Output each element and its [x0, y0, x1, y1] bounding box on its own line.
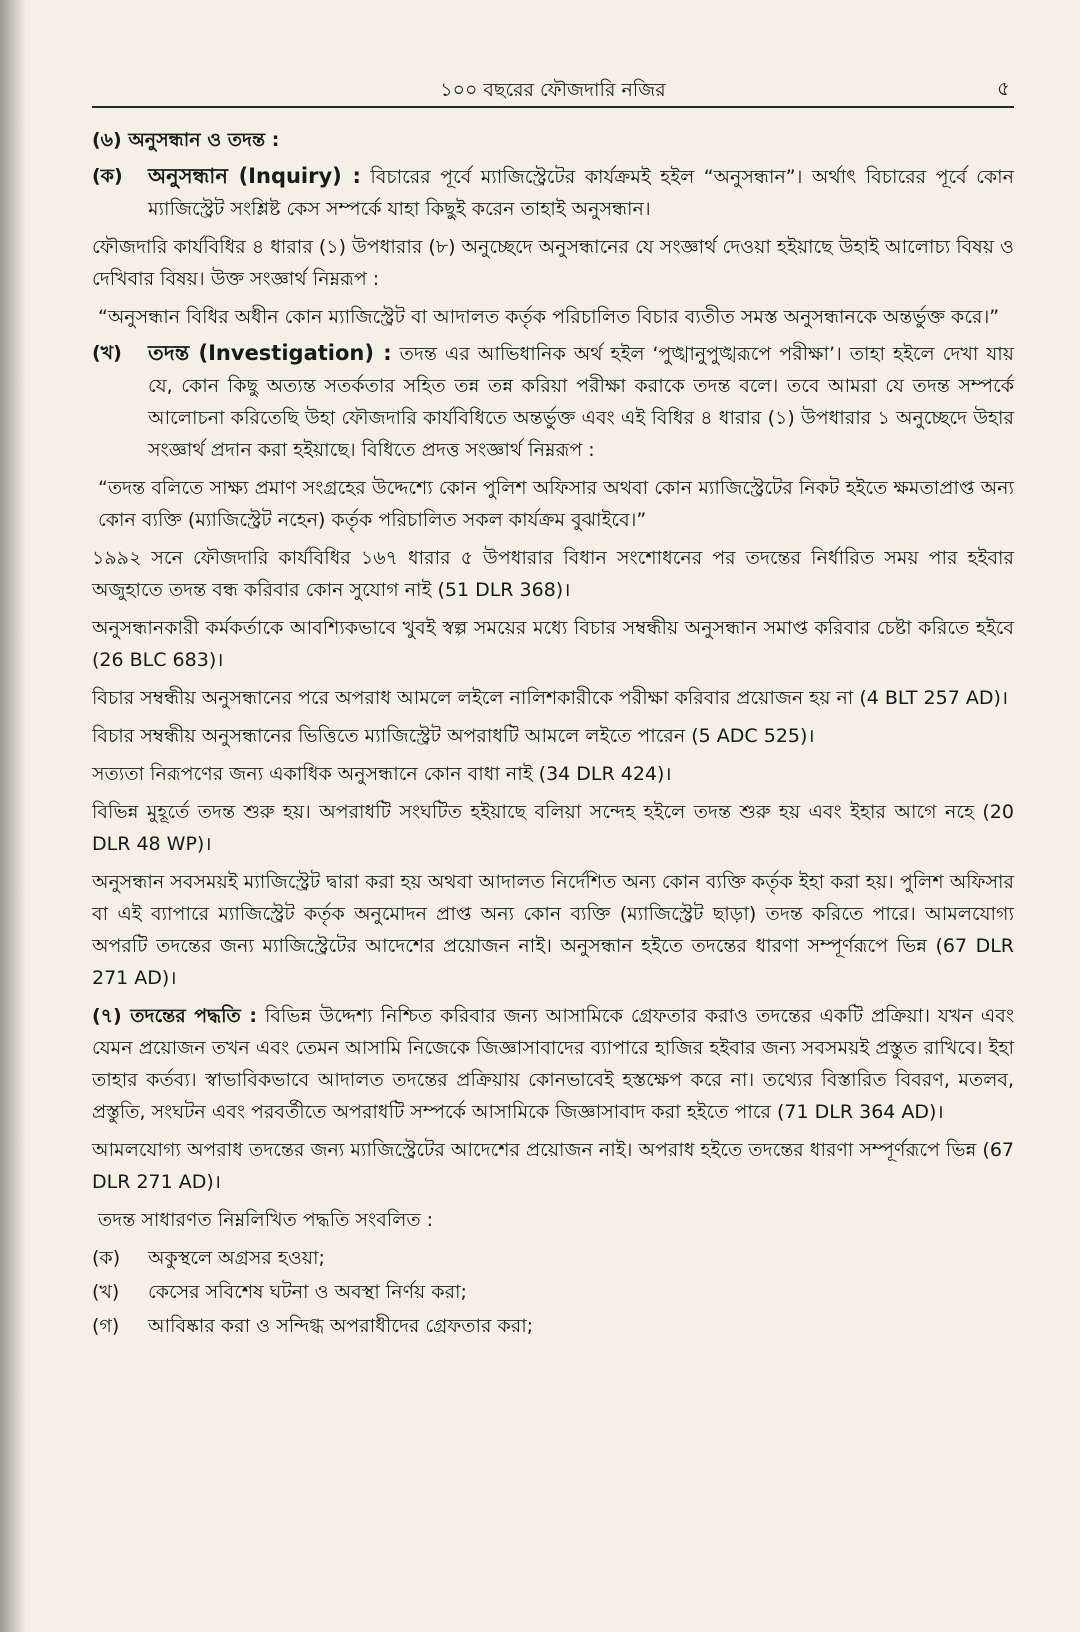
list-item-text: আবিষ্কার করা ও সন্দিগ্ধ অপরাধীদের গ্রেফতার করা;: [148, 1315, 534, 1337]
book-page: [92, 72, 1014, 1342]
section-6-heading: (৬) অনুসন্ধান ও তদন্ত :: [92, 129, 280, 151]
subsection-investigation: [92, 337, 1014, 466]
paragraph: অনুসন্ধান সবসময়ই ম্যাজিস্ট্রেট দ্বারা করা হয় অথবা আদালত নির্দেশিত অন্য কোন ব্যক্তি কর্তৃক ইহা করা হয়। পুলিশ অফিসার বা এই ব্যাপারে ম্যাজিস্ট্রেট কর্তৃক অনুমোদন প্রাপ্ত অন্য কোন ব্যক্তি (ম্যাজিস্ট্রেট ছাড়া) তদন্ত করিতে পারে। আমলযোগ্য অপরটি তদন্তের জন্য ম্যাজিস্ট্রেটের আদেশের প্রয়োজন নাই। অনুসন্ধান হইতে তদন্তের ধারণা সম্পূর্ণরূপে ভিন্ন (67 DLR 271 AD)।: [92, 871, 1014, 989]
list-item: [92, 1276, 1014, 1308]
procedure-list: [92, 1242, 1014, 1342]
paragraph: বিচার সম্বন্ধীয় অনুসন্ধানের ভিত্তিতে ম্যাজিস্ট্রেট অপরাধটি আমলে লইতে পারেন (5 ADC 525)।: [92, 725, 815, 747]
term-inquiry: অনুসন্ধান (Inquiry) :: [148, 164, 361, 188]
list-marker: (ক): [92, 1247, 121, 1269]
paragraph: বিভিন্ন মুহূর্তে তদন্ত শুরু হয়। অপরাধটি সংঘটিত হইয়াছে বলিয়া সন্দেহ হইলে তদন্ত শুরু হয় এবং ইহার আগে নহে (20 DLR 48 WP)।: [92, 801, 1014, 855]
section-7: [92, 1000, 1014, 1128]
subsection-marker: (খ): [92, 342, 122, 364]
subsection-marker: (ক): [92, 165, 123, 187]
term-investigation: তদন্ত (Investigation) :: [148, 341, 392, 365]
list-intro: তদন্ত সাধারণত নিম্নলিখিত পদ্ধতি সংবলিত :: [98, 1209, 434, 1231]
quoted-definition: “তদন্ত বলিতে সাক্ষ্য প্রমাণ সংগ্রহের উদ্দেশ্যে কোন পুলিশ অফিসার অথবা কোন ম্যাজিস্ট্রেটের নিকট হইতে ক্ষমতাপ্রাপ্ত অন্য কোন ব্যক্তি (ম্যাজিস্ট্রেট নহেন) কর্তৃক পরিচালিত সকল কার্যক্রম বুঝাইবে।”: [98, 477, 1014, 531]
quoted-definition: “অনুসন্ধান বিধির অধীন কোন ম্যাজিস্ট্রেট বা আদালত কর্তৃক পরিচালিত বিচার ব্যতীত সমস্ত অনুসন্ধানকে অন্তর্ভুক্ত করে।”: [98, 306, 1000, 328]
list-marker: (খ): [92, 1281, 120, 1303]
page-number: ৫: [997, 76, 1010, 100]
paragraph: আমলযোগ্য অপরাধ তদন্তের জন্য ম্যাজিস্ট্রেটের আদেশের প্রয়োজন নাই। অপরাধ হইতে তদন্তের ধারণা সম্পূর্ণরূপে ভিন্ন (67 DLR 271 AD)।: [92, 1139, 1014, 1193]
paragraph: বিচার সম্বন্ধীয় অনুসন্ধানের পরে অপরাধ আমলে লইলে নালিশকারীকে পরীক্ষা করিবার প্রয়োজন হয় না (4 BLT 257 AD)।: [92, 687, 1009, 709]
paragraph: অনুসন্ধানকারী কর্মকর্তাকে আবশ্যিকভাবে খুবই স্বল্প সময়ের মধ্যে বিচার সম্বন্ধীয় অনুসন্ধান সমাপ্ত করিবার চেষ্টা করিতে হইবে (26 BLC 683)।: [92, 617, 1014, 671]
paragraph: ১৯৯২ সনে ফৌজদারি কার্যবিধির ১৬৭ ধারার ৫ উপধারার বিধান সংশোধনের পর তদন্তের নির্ধারিত সময় পার হইবার অজুহাতে তদন্ত বন্ধ করিবার কোন সুযোগ নাই (51 DLR 368)।: [92, 547, 1014, 601]
paragraph: সত্যতা নিরূপণের জন্য একাধিক অনুসন্ধানে কোন বাধা নাই (34 DLR 424)।: [92, 763, 672, 785]
page-body: [92, 124, 1014, 1342]
subsection-inquiry: [92, 160, 1014, 225]
list-item: [92, 1242, 1014, 1274]
book-gutter-shadow: [0, 0, 26, 1632]
inquiry-definition: বিচারের পূর্বে ম্যাজিস্ট্রেটের কার্যক্রমই হইল “অনুসন্ধান”। অর্থাৎ বিচারের পূর্বে কোন ম্যাজিস্ট্রেট সংশ্লিষ্ট কেস সম্পর্কে যাহা কিছুই করেন তাহাই অনুসন্ধান।: [148, 166, 1014, 220]
paragraph: ফৌজদারি কার্যবিধির ৪ ধারার (১) উপধারার (৮) অনুচ্ছেদে অনুসন্ধানের যে সংজ্ঞার্থ দেওয়া হইয়াছে উহাই আলোচ্য বিষয় ও দেখিবার বিষয়। উক্ত সংজ্ঞার্থ নিম্নরূপ :: [92, 236, 1014, 290]
section-7-text: বিভিন্ন উদ্দেশ্য নিশ্চিত করিবার জন্য আসামিকে গ্রেফতার করাও তদন্তের একটি প্রক্রিয়া। যখন এবং যেমন প্রয়োজন তখন এবং তেমন আসামি নিজেকে জিজ্ঞাসাবাদের ব্যাপারে হাজির হইবার জন্য সবসময়ই প্রস্তুত রাখিবে। ইহা তাহার কর্তব্য। স্বাভাবিকভাবে আদালত তদন্তের প্রক্রিয়ায় কোনভাবেই হস্তক্ষেপ করে না। তথ্যের বিস্তারিত বিবরণ, মতলব, প্রস্তুতি, সংঘটন এবং পরবর্তীতে অপরাধটি সম্পর্কে আসামিকে জিজ্ঞাসাবাদ করা হইতে পারে (71 DLR 364 AD)।: [92, 1005, 1014, 1123]
list-marker: (গ): [92, 1315, 120, 1337]
running-title: ১০০ বছরের ফৌজদারি নজির: [440, 79, 666, 101]
investigation-definition: তদন্ত এর আভিধানিক অর্থ হইল ‘পুঙ্খানুপুঙ্খরূপে পরীক্ষা’। তাহা হইলে দেখা যায় যে, কোন কিছু অত্যন্ত সতর্কতার সহিত তন্ন তন্ন করিয়া পরীক্ষা করাকে তদন্ত বলে। তবে আমরা যে তদন্ত সম্পর্কে আলোচনা করিতেছি উহা ফৌজদারি কার্যবিধিতে অন্তর্ভুক্ত এবং এই বিধির ৪ ধারার (১) উপধারার ১ অনুচ্ছেদে উহার সংজ্ঞার্থ প্রদান করা হইয়াছে। বিধিতে প্রদত্ত সংজ্ঞার্থ নিম্নরূপ :: [148, 343, 1014, 461]
section-7-heading: (৭) তদন্তের পদ্ধতি :: [92, 1005, 257, 1027]
list-item-text: অকুস্থলে অগ্রসর হওয়া;: [148, 1247, 325, 1269]
running-header: [92, 72, 1014, 108]
list-item: [92, 1310, 1014, 1342]
list-item-text: কেসের সবিশেষ ঘটনা ও অবস্থা নির্ণয় করা;: [148, 1281, 467, 1303]
